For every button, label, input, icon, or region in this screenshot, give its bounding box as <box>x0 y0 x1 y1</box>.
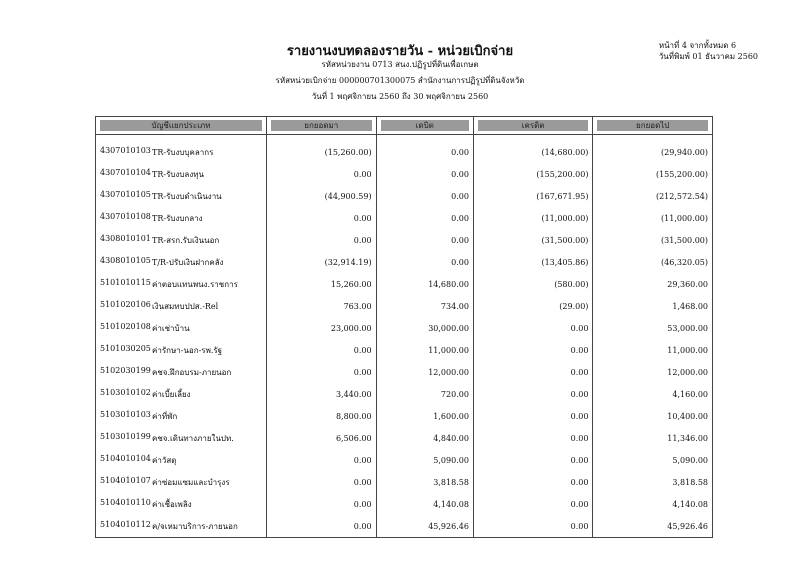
account-name: ค่ารักษา-นอก-รพ.รัฐ <box>152 345 223 355</box>
account-code: 4308010101 <box>100 233 151 243</box>
account-cell <box>96 295 267 317</box>
account-code: 5101010115 <box>100 277 151 287</box>
account-name: ค่าที่พัก <box>152 411 178 421</box>
page-info <box>659 40 758 62</box>
brought-forward-cell: 6,506.00 <box>267 427 377 449</box>
credit-cell: 0.00 <box>473 471 593 493</box>
brought-forward-cell: 763.00 <box>267 295 377 317</box>
carried-forward-cell: 29,360.00 <box>593 273 713 295</box>
account-code: 5103010102 <box>100 387 151 397</box>
debit-cell: 734.00 <box>376 295 473 317</box>
credit-cell: (580.00) <box>473 273 593 295</box>
account-code: 5101020106 <box>100 299 151 309</box>
brought-forward-cell: 0.00 <box>267 515 377 538</box>
table-row <box>96 185 713 207</box>
table-row <box>96 515 713 538</box>
account-code: 4307010108 <box>100 211 151 221</box>
brought-forward-cell: (44,900.59) <box>267 185 377 207</box>
account-name: TR-รับงบดำเนินงาน <box>152 191 222 201</box>
credit-cell: (29.00) <box>473 295 593 317</box>
table-row <box>96 295 713 317</box>
account-code: 5101030205 <box>100 343 151 353</box>
debit-cell: 45,926.46 <box>376 515 473 538</box>
credit-cell: 0.00 <box>473 361 593 383</box>
account-cell <box>96 515 267 538</box>
account-cell <box>96 449 267 471</box>
debit-cell: 3,818.58 <box>376 471 473 493</box>
credit-cell: (155,200.00) <box>473 163 593 185</box>
col-account: บัญชีแยกประเภท <box>96 117 267 135</box>
debit-cell: 0.00 <box>376 163 473 185</box>
account-cell <box>96 163 267 185</box>
print-date: วันที่พิมพ์ 01 ธันวาคม 2560 <box>658 52 758 61</box>
debit-cell: 4,140.08 <box>376 493 473 515</box>
account-cell <box>96 185 267 207</box>
account-code: 5104010107 <box>100 475 151 485</box>
brought-forward-cell: 0.00 <box>267 229 377 251</box>
account-cell <box>96 471 267 493</box>
account-name: ค่าซ่อมแซมและบำรุงร <box>152 477 230 487</box>
debit-cell: 0.00 <box>376 135 473 164</box>
report-title: รายงานงบทดลองรายวัน - หน่วยเบิกจ่าย <box>286 44 514 59</box>
table-row <box>96 471 713 493</box>
account-name: ค/จเหมาบริการ-ภายนอก <box>152 521 238 531</box>
credit-cell: 0.00 <box>473 405 593 427</box>
account-name: คชจ.ฝึกอบรม-ภายนอก <box>152 367 232 377</box>
table-row <box>96 251 713 273</box>
brought-forward-cell: (32,914.19) <box>267 251 377 273</box>
brought-forward-cell: 0.00 <box>267 207 377 229</box>
debit-cell: 5,090.00 <box>376 449 473 471</box>
brought-forward-cell: 0.00 <box>267 493 377 515</box>
account-cell <box>96 383 267 405</box>
account-name: ค่าวัสดุ <box>152 455 177 465</box>
table-row <box>96 273 713 295</box>
carried-forward-cell: (46,320.05) <box>593 251 713 273</box>
page-number: หน้าที่ 4 จากทั้งหมด 6 <box>658 41 737 50</box>
brought-forward-cell: 0.00 <box>267 339 377 361</box>
credit-cell: 0.00 <box>473 493 593 515</box>
account-code: 5104010112 <box>100 519 151 529</box>
credit-cell: 0.00 <box>473 317 593 339</box>
account-name: ค่าเชื้อเพลิง <box>152 499 192 509</box>
account-name: TR-รับงบบุคลากร <box>152 147 214 157</box>
table-header-row <box>96 117 713 135</box>
table-row <box>96 317 713 339</box>
account-cell <box>96 251 267 273</box>
account-cell <box>96 339 267 361</box>
carried-forward-cell: 53,000.00 <box>593 317 713 339</box>
table-row <box>96 163 713 185</box>
credit-cell: (167,671.95) <box>473 185 593 207</box>
table-row <box>96 383 713 405</box>
debit-cell: 30,000.00 <box>376 317 473 339</box>
table-row <box>96 207 713 229</box>
account-code: 4308010105 <box>100 255 151 265</box>
brought-forward-cell: 0.00 <box>267 361 377 383</box>
carried-forward-cell: 4,160.00 <box>593 383 713 405</box>
debit-cell: 0.00 <box>376 207 473 229</box>
table-row <box>96 361 713 383</box>
account-name: TR-รับงบลงทุน <box>152 169 204 179</box>
col-carried-forward: ยกยอดไป <box>593 117 713 135</box>
credit-cell: (11,000.00) <box>473 207 593 229</box>
account-cell <box>96 405 267 427</box>
col-debit: เดบิต <box>376 117 473 135</box>
account-name: คชจ.เดินทางภายในปท. <box>152 433 234 443</box>
date-range-line: วันที่ 1 พฤศจิกายน 2560 ถึง 30 พฤศจิกายน 2560 <box>311 92 489 101</box>
debit-cell: 1,600.00 <box>376 405 473 427</box>
carried-forward-cell: 45,926.46 <box>593 515 713 538</box>
account-cell <box>96 493 267 515</box>
table-row <box>96 339 713 361</box>
carried-forward-cell: (31,500.00) <box>593 229 713 251</box>
account-cell <box>96 273 267 295</box>
agency-line: รหัสหน่วยงาน 0713 สนง.ปฏิรูปที่ดินเพื่อเกษต <box>321 60 479 69</box>
account-code: 5103010199 <box>100 431 151 441</box>
account-code: 4307010105 <box>100 189 151 199</box>
brought-forward-cell: (15,260.00) <box>267 135 377 164</box>
credit-cell: (13,405.86) <box>473 251 593 273</box>
carried-forward-cell: 3,818.58 <box>593 471 713 493</box>
account-name: เงินสมทบปปส.-Rel <box>152 301 219 311</box>
debit-cell: 11,000.00 <box>376 339 473 361</box>
account-code: 5104010104 <box>100 453 151 463</box>
col-credit: เครดิต <box>473 117 593 135</box>
account-name: ค่าตอบแทนพนง.ราชการ <box>152 279 238 289</box>
table-row <box>96 493 713 515</box>
brought-forward-cell: 0.00 <box>267 471 377 493</box>
account-name: T/R-ปรับเงินฝากคลัง <box>152 257 224 267</box>
brought-forward-cell: 15,260.00 <box>267 273 377 295</box>
credit-cell: 0.00 <box>473 383 593 405</box>
carried-forward-cell: 11,000.00 <box>593 339 713 361</box>
account-code: 5101020108 <box>100 321 151 331</box>
carried-forward-cell: 4,140.08 <box>593 493 713 515</box>
account-code: 5103010103 <box>100 409 151 419</box>
account-cell <box>96 207 267 229</box>
table-row <box>96 449 713 471</box>
account-code: 5102030199 <box>100 365 151 375</box>
carried-forward-cell: 10,400.00 <box>593 405 713 427</box>
trial-balance-table <box>95 116 713 538</box>
account-cell <box>96 229 267 251</box>
brought-forward-cell: 8,800.00 <box>267 405 377 427</box>
brought-forward-cell: 0.00 <box>267 449 377 471</box>
credit-cell: (14,680.00) <box>473 135 593 164</box>
debit-cell: 12,000.00 <box>376 361 473 383</box>
table-row <box>96 427 713 449</box>
brought-forward-cell: 23,000.00 <box>267 317 377 339</box>
account-name: ค่าเช่าบ้าน <box>152 323 190 333</box>
credit-cell: 0.00 <box>473 427 593 449</box>
brought-forward-cell: 0.00 <box>267 163 377 185</box>
account-cell <box>96 361 267 383</box>
account-code: 4307010103 <box>100 145 151 155</box>
account-name: TR-รับงบกลาง <box>152 213 203 223</box>
account-name: ค่าเบี้ยเลี้ยง <box>152 389 191 399</box>
table-row <box>96 229 713 251</box>
account-code: 5104010110 <box>100 497 151 507</box>
debit-cell: 0.00 <box>376 185 473 207</box>
brought-forward-cell: 3,440.00 <box>267 383 377 405</box>
credit-cell: 0.00 <box>473 449 593 471</box>
carried-forward-cell: (155,200.00) <box>593 163 713 185</box>
col-brought-forward: ยกยอดมา <box>267 117 377 135</box>
debit-cell: 4,840.00 <box>376 427 473 449</box>
account-name: TR-สรก.รับเงินนอก <box>152 235 220 245</box>
account-cell <box>96 317 267 339</box>
credit-cell: (31,500.00) <box>473 229 593 251</box>
table-row <box>96 135 713 164</box>
table-row <box>96 405 713 427</box>
account-cell <box>96 427 267 449</box>
credit-cell: 0.00 <box>473 515 593 538</box>
credit-cell: 0.00 <box>473 339 593 361</box>
carried-forward-cell: (11,000.00) <box>593 207 713 229</box>
debit-cell: 720.00 <box>376 383 473 405</box>
account-cell <box>96 135 267 164</box>
carried-forward-cell: 12,000.00 <box>593 361 713 383</box>
carried-forward-cell: 5,090.00 <box>593 449 713 471</box>
carried-forward-cell: (29,940.00) <box>593 135 713 164</box>
carried-forward-cell: 1,468.00 <box>593 295 713 317</box>
account-code: 4307010104 <box>100 167 151 177</box>
debit-cell: 14,680.00 <box>376 273 473 295</box>
carried-forward-cell: 11,346.00 <box>593 427 713 449</box>
carried-forward-cell: (212,572.54) <box>593 185 713 207</box>
disbursing-unit-line: รหัสหน่วยเบิกจ่าย 000000701300075 สำนักงานการปฏิรูปที่ดินจังหวัด <box>275 76 525 85</box>
debit-cell: 0.00 <box>376 229 473 251</box>
debit-cell: 0.00 <box>376 251 473 273</box>
